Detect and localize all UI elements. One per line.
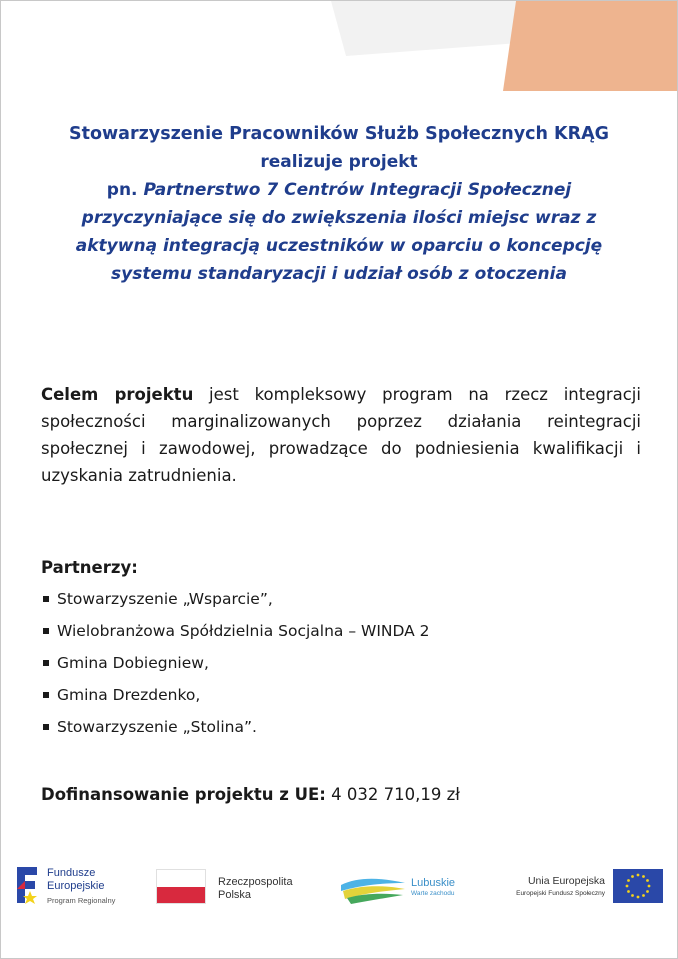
bullet-icon (43, 692, 49, 698)
ue-line-2: Europejski Fundusz Społeczny (516, 890, 605, 897)
goal-text: jest kompleksowy program na rzecz integracji społeczności marginalizowanych poprzez działania reintegracji społecznej i zawodowej, prowadzące do podniesienia kwalifikacji i uzyskania zatrudnienia. (41, 385, 641, 485)
funding-label: Dofinansowanie projektu z UE: (41, 785, 326, 804)
project-header (31, 121, 647, 288)
lubuskie-line-2: Warte zachodu (411, 890, 455, 897)
logo-rzeczpospolita-polska (156, 869, 316, 909)
list-item (41, 589, 430, 621)
bullet-icon (43, 628, 49, 634)
partner-name: Wielobranżowa Spółdzielnia Socjalna – WINDA 2 (57, 622, 430, 640)
project-goal-paragraph (41, 381, 641, 489)
bullet-icon (43, 724, 49, 730)
fe-line-2: Europejskie (47, 880, 105, 892)
logo-fundusze-europejskie (13, 863, 133, 913)
lubuskie-waves-icon (339, 871, 407, 905)
partner-name: Gmina Drezdenko, (57, 686, 201, 704)
fe-line-1: Fundusze (47, 867, 96, 879)
fe-line-3: Program Regionalny (47, 896, 116, 905)
project-title-line-4: systemu standaryzacji i udział osób z otoczenia (111, 264, 567, 284)
partner-name: Stowarzyszenie „Stolina”. (57, 718, 257, 736)
polish-flag-icon (156, 869, 206, 904)
partners-list (41, 589, 430, 749)
realizes-line: realizuje projekt (260, 152, 418, 172)
logo-bar (1, 859, 677, 919)
goal-lead: Celem projektu (41, 385, 194, 404)
rp-line-1: Rzeczpospolita (218, 876, 293, 888)
organization-name: Stowarzyszenie Pracowników Służb Społecznych KRĄG (69, 124, 609, 144)
corner-decoration (1, 1, 677, 91)
project-title-part-1: Partnerstwo 7 Centrów Integracji Społecznej (143, 180, 572, 200)
list-item (41, 621, 430, 653)
funding-line (41, 785, 460, 804)
corner-peach-stripe (503, 1, 677, 91)
project-title-line-2: przyczyniające się do zwiększenia ilości miejsc wraz z (81, 208, 597, 228)
partner-name: Stowarzyszenie „Wsparcie”, (57, 590, 273, 608)
partners-heading: Partnerzy: (41, 558, 138, 577)
list-item (41, 653, 430, 685)
list-item (41, 685, 430, 717)
list-item (41, 717, 430, 749)
project-title-line-3: aktywną integracją uczestników w oparciu o koncepcję (75, 236, 603, 256)
logo-unia-europejska (497, 869, 667, 909)
fe-star-icon (13, 865, 43, 905)
rp-line-2: Polska (218, 889, 252, 901)
eu-flag-icon (613, 869, 663, 903)
title-prefix: pn. (106, 180, 138, 200)
project-title-line-1 (31, 176, 647, 204)
lubuskie-line-1: Lubuskie (411, 877, 456, 889)
bullet-icon (43, 660, 49, 666)
bullet-icon (43, 596, 49, 602)
ue-line-1: Unia Europejska (527, 875, 605, 887)
partner-name: Gmina Dobiegniew, (57, 654, 209, 672)
funding-amount: 4 032 710,19 zł (325, 785, 460, 804)
logo-lubuskie (339, 867, 469, 907)
